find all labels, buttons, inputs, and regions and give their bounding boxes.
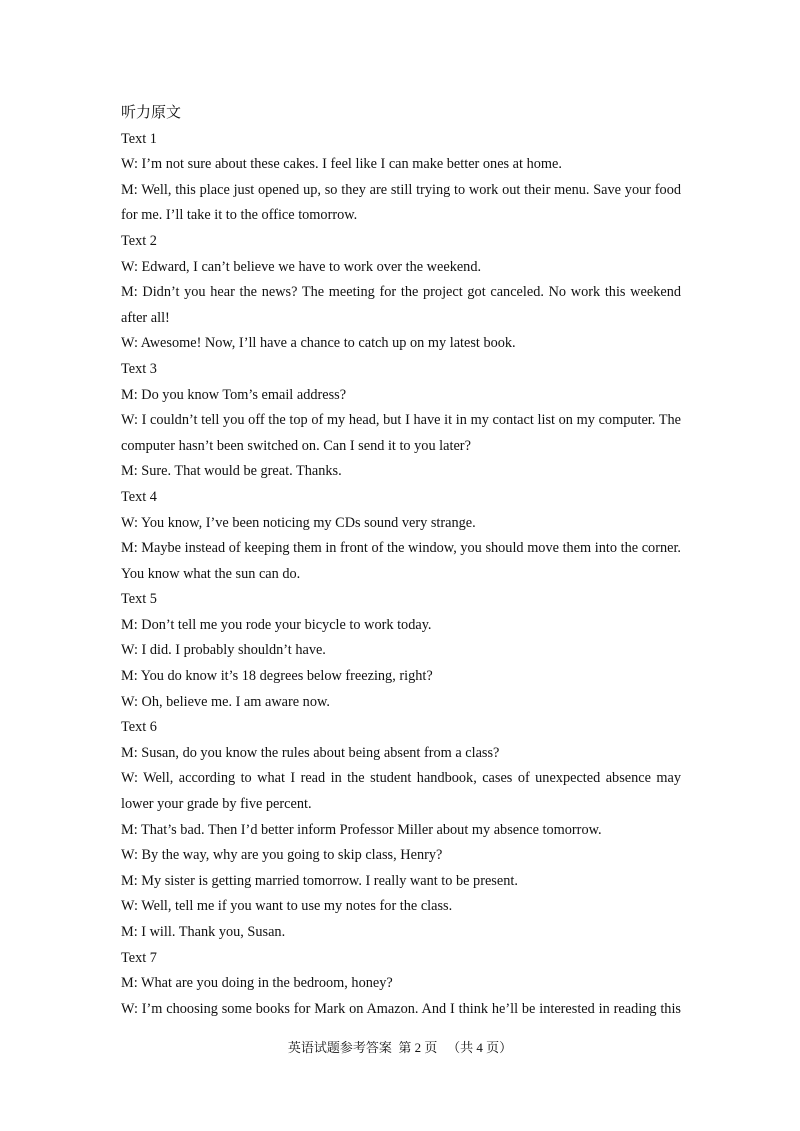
dialogue-line: W: I couldn’t tell you off the top of my head, but I have it in my contact list on my computer. The [121,412,681,429]
dialogue-line: W: Awesome! Now, I’ll have a chance to catch up on my latest book. [121,335,516,352]
dialogue-line: W: Well, tell me if you want to use my notes for the class. [121,898,453,915]
text-label: Text 1 [121,130,157,147]
dialogue-line: computer hasn’t been switched on. Can I send it to you later? [121,437,471,454]
dialogue-line: W: Well, according to what I read in the student handbook, cases of unexpected absence may [121,770,681,787]
text-label: Text 2 [121,232,157,249]
dialogue-line: You know what the sun can do. [121,565,301,582]
dialogue-line: M: Maybe instead of keeping them in front of the window, you should move them into the corner. [121,540,681,557]
page-footer: 英语试题参考答案 第 2 页 （共 4 页） [287,1040,513,1055]
section-heading: 听力原文 [121,105,182,121]
dialogue-line: M: Do you know Tom’s email address? [121,386,347,403]
dialogue-line: W: You know, I’ve been noticing my CDs sound very strange. [121,514,476,531]
transcript-body [121,101,681,1022]
dialogue-line: M: What are you doing in the bedroom, honey? [121,975,393,992]
dialogue-line: W: By the way, why are you going to skip class, Henry? [121,847,443,864]
dialogue-line: M: I will. Thank you, Susan. [121,924,286,940]
dialogue-line: M: Well, this place just opened up, so they are still trying to work out their menu. Save your food [121,181,681,198]
dialogue-line: lower your grade by five percent. [121,796,312,813]
dialogue-line: M: Didn’t you hear the news? The meeting for the project got canceled. No work this weekend [121,284,681,301]
dialogue-line: M: Sure. That would be great. Thanks. [121,463,342,480]
dialogue-line: M: That’s bad. Then I’d better inform Professor Miller about my absence tomorrow. [121,821,602,838]
dialogue-line: M: Susan, do you know the rules about being absent from a class? [121,744,500,761]
dialogue-line: W: Oh, believe me. I am aware now. [121,693,330,710]
dialogue-line: M: My sister is getting married tomorrow. I really want to be present. [121,872,518,889]
text-label: Text 3 [121,360,157,377]
dialogue-line: W: I’m choosing some books for Mark on Amazon. And I think he’ll be interested in reading this [121,1000,681,1017]
dialogue-line: W: I did. I probably shouldn’t have. [121,642,326,659]
text-label: Text 5 [121,591,157,608]
dialogue-line: W: I’m not sure about these cakes. I feel like I can make better ones at home. [121,156,562,173]
text-label: Text 7 [121,949,157,966]
dialogue-line: W: Edward, I can’t believe we have to work over the weekend. [121,258,482,275]
text-label: Text 4 [121,488,157,505]
dialogue-line: for me. I’ll take it to the office tomorrow. [121,207,358,224]
dialogue-line: M: You do know it’s 18 degrees below freezing, right? [121,668,433,685]
dialogue-line: M: Don’t tell me you rode your bicycle to work today. [121,616,432,633]
text-label: Text 6 [121,719,157,736]
dialogue-line: after all! [121,309,170,326]
